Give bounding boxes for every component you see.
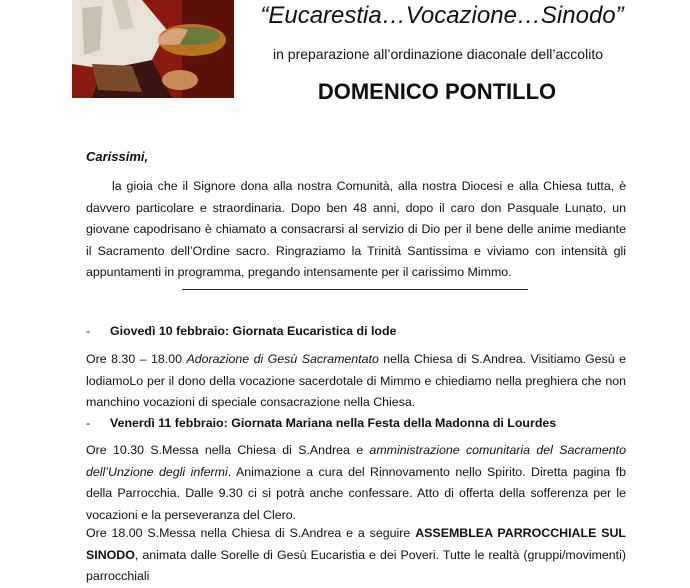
event-bold-text: ASSEMBLEA PARROCCHIALE SUL SINODO <box>86 526 626 562</box>
event-body-friday-morning <box>86 440 626 526</box>
event-italic-text: amministrazione comunitaria del Sacramento dell’Unzione degli infermi <box>86 443 626 479</box>
event-text: . Animazione a cura del Rinnovamento nello Spirito. Diretta pagina fb della Parrocchia. Dalle 9.30 ci si potrà anche confessare. Atto di offerta della sofferenza per le vocazioni e la perseveranza del Clero. <box>86 464 626 522</box>
section-divider <box>182 289 528 290</box>
event-heading-text: Giovedì 10 febbraio: Giornata Eucaristica di lode <box>110 324 397 338</box>
document-subtitle: in preparazione all’ordinazione diaconale dell’accolito <box>273 46 603 62</box>
list-dash: - <box>86 324 91 338</box>
list-dash: - <box>86 416 91 430</box>
religious-painting <box>72 0 234 98</box>
event-text: Ore 18.00 S.Messa nella Chiesa di S.Andrea e a seguire <box>86 526 416 540</box>
salutation: Carissimi, <box>86 149 149 164</box>
event-body-thursday <box>86 349 626 414</box>
event-text: , animata dalle Sorelle di Gesù Eucaristia e dei Poveri. Tutte le realtà (gruppi/movimenti) parrocchiali <box>86 547 626 583</box>
event-italic-text: Adorazione di Gesù Sacramentato <box>186 352 379 366</box>
ordinand-name: DOMENICO PONTILLO <box>317 79 557 104</box>
event-heading-text: Venerdì 11 febbraio: Giornata Mariana nella Festa della Madonna di Lourdes <box>110 416 557 430</box>
event-text: Ore 10.30 S.Messa nella Chiesa di S.Andrea e <box>86 443 370 457</box>
event-text: Ore 8.30 – 18.00 <box>86 352 187 366</box>
event-text: nella Chiesa di S.Andrea. Visitiamo Gesù e lodiamoLo per il dono della vocazione sacerdotale di Mimmo e chiediamo nella preghiera che non manchino vocazioni di speciale consacrazione nella Chiesa. <box>86 352 626 409</box>
event-heading-friday <box>86 414 556 432</box>
painting-foot <box>162 70 198 90</box>
event-heading-thursday <box>86 322 396 340</box>
event-body-friday-evening <box>86 523 626 588</box>
painting-robe-fold <box>82 6 102 55</box>
painting-artwork <box>72 0 234 98</box>
document-title: “Eucarestia…Vocazione…Sinodo” <box>260 2 624 29</box>
intro-paragraph: la gioia che il Signore dona alla nostra Comunità, alla nostra Diocesi e alla Chiesa tutta, è davvero particolare e straordinaria. Dopo ben 48 anni, dopo il caro don Pasquale Lunato, un giovane capodrisano è chiamato a consacrarsi al servizio di Dio per il bene delle anime mediante il Sacramento dell’Ordine sacro. Ringraziamo la Trinità Santissima e viviamo con intensità gli appuntamenti in programma, pregando intensamente per il carissimo Mimmo. <box>86 179 626 279</box>
